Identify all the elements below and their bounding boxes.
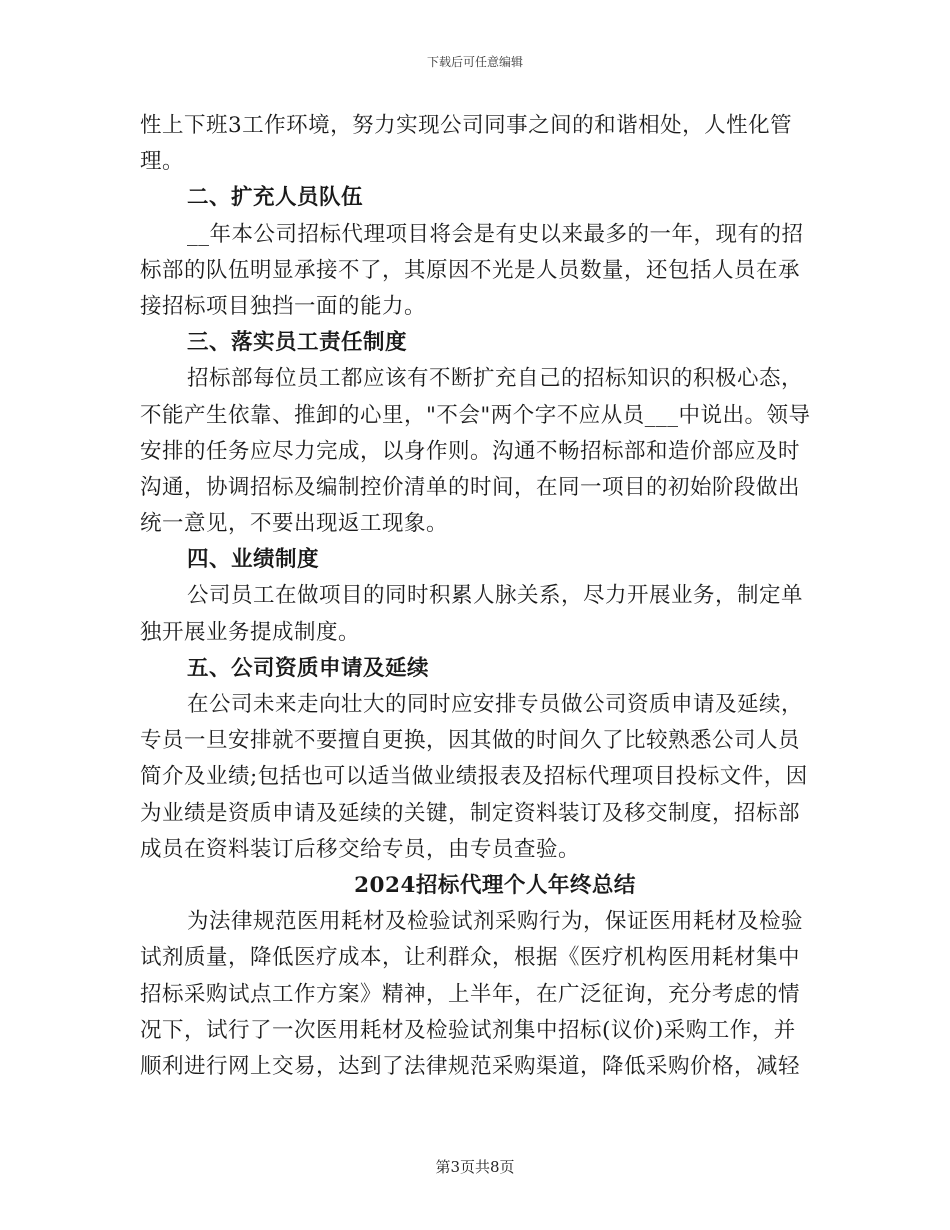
paragraph-line: 顺利进行网上交易，达到了法律规范采购渠道，降低采购价格，减轻 — [140, 1053, 801, 1079]
section-heading: 五、公司资质申请及延续 — [187, 655, 430, 681]
paragraph-line: 接招标项目独挡一面的能力。 — [140, 293, 427, 319]
page-header: 下载后可任意编辑 — [426, 55, 523, 69]
paragraph-first-line: 在公司未来走向壮大的同时应安排专员做公司资质申请及延续， — [187, 692, 804, 717]
section-heading: 二、扩充人员队伍 — [187, 185, 364, 211]
page-footer: 第3页共8页 — [435, 1158, 515, 1176]
document-body — [140, 108, 810, 1085]
paragraph-line: 标部的队伍明显承接不了，其原因不光是人员数量，还包括人员在承 — [140, 257, 801, 283]
paragraph-line: 统一意见，不要出现返工现象。 — [140, 511, 449, 537]
paragraph-line: 理。 — [140, 149, 185, 175]
paragraph-line: 安排的任务应尽力完成，以身作则。沟通不畅招标部和造价部应及时 — [140, 438, 801, 464]
paragraph-line: 独开展业务提成制度。 — [140, 619, 361, 645]
section-heading: 四、业绩制度 — [187, 547, 320, 573]
paragraph-line: 试剂质量，降低医疗成本，让利群众，根据《医疗机构医用耗材集中 — [140, 945, 801, 971]
paragraph-line: 不能产生依靠、推卸的心里，"不会"两个字不应从员___中说出。领导 — [140, 402, 811, 428]
paragraph-line: 简介及业绩;包括也可以适当做业绩报表及招标代理项目投标文件，因 — [140, 764, 808, 790]
paragraph-line: 成员在资料装订后移交给专员，由专员查验。 — [140, 836, 581, 862]
paragraph-line: 沟通，协调招标及编制控价清单的时间，在同一项目的初始阶段做出 — [140, 474, 801, 500]
paragraph-line: 招标采购试点工作方案》精神，上半年，在广泛征询，充分考虑的情 — [140, 981, 801, 1007]
paragraph-line: 况下，试行了一次医用耗材及检验试剂集中招标(议价)采购工作，并 — [140, 1017, 796, 1043]
paragraph-first-line: 为法律规范医用耗材及检验试剂采购行为，保证医用耗材及检验 — [187, 909, 804, 935]
paragraph-line: 为业绩是资质申请及延续的关键，制定资料装订及移交制度，招标部 — [140, 800, 801, 826]
paragraph-line: 性上下班3工作环境，努力实现公司同事之间的和谐相处，人性化管 — [140, 113, 793, 138]
paragraph-first-line: 公司员工在做项目的同时积累人脉关系，尽力开展业务，制定单 — [187, 583, 804, 609]
paragraph-first-line: __年本公司招标代理项目将会是有史以来最多的一年，现有的招 — [187, 221, 804, 247]
paragraph-line: 专员一旦安排就不要擅自更换，因其做的时间久了比较熟悉公司人员 — [140, 728, 801, 754]
section-heading: 三、落实员工责任制度 — [187, 330, 408, 356]
document-title: 2024招标代理个人年终总结 — [354, 872, 636, 898]
paragraph-first-line: 招标部每位员工都应该有不断扩充自己的招标知识的积极心态， — [187, 366, 804, 392]
